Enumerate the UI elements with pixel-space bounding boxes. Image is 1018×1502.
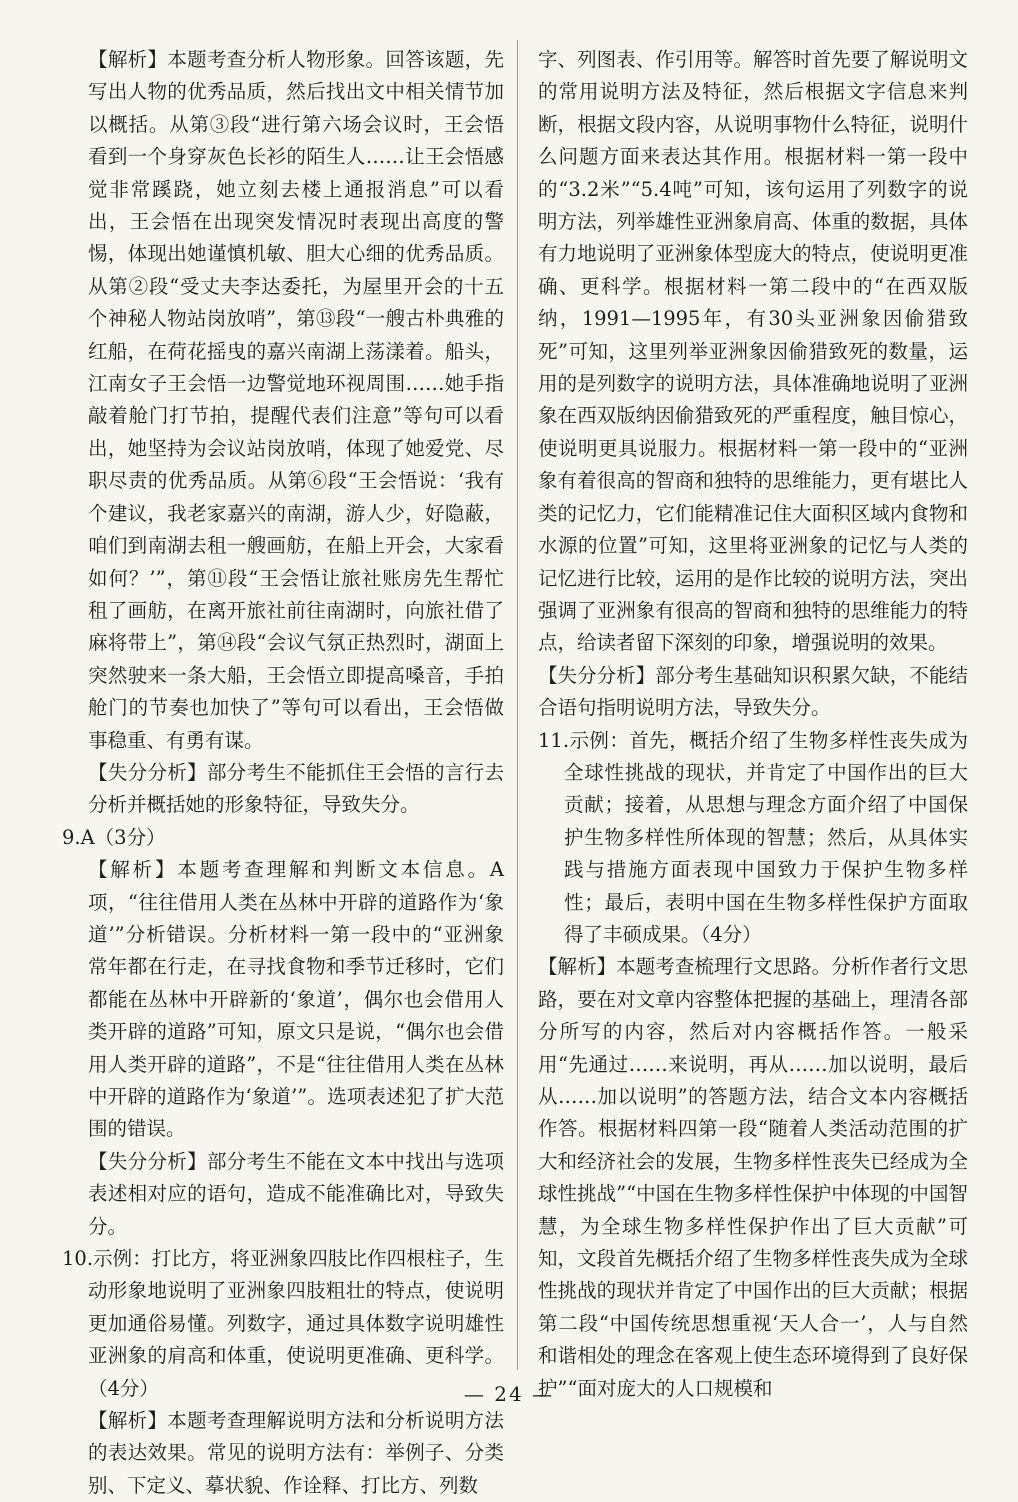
page-number: — 24 — [463, 1382, 555, 1406]
loss-analysis-q9: 【失分分析】部分考生不能在文本中找出与选项表述相对应的语句，造成不能准确比对，导致失分。 [88, 1149, 504, 1238]
loss-analysis-q8: 【失分分析】部分考生不能抓住王会悟的言行去分析并概括她的形象特征，导致失分。 [88, 760, 504, 817]
answer-q11: 11.示例：首先，概括介绍了生物多样性丧失成为全球性挑战的现状，并肯定了中国作出的巨大贡献；接着，从思想与理念方面介绍了中国保护生物多样性所体现的智慧；然后，从具体实践与措施方面表现中国致力于保护生物多样性；最后，表明中国在生物多样性保护方面取得了丰硕成果。（4分） [538, 728, 968, 946]
analysis-paragraph-q11: 【解析】本题考查梳理行文思路。分析作者行文思路，要在对文章内容整体把握的基础上，理清各部分所写的内容，然后对内容概括作答。一般采用“先通过……来说明，再从……加以说明，最后从……加以说明”的答题方法，结合文本内容概括作答。根据材料四第一段“随着人类活动范围的扩大和经济社会的发展，生物多样性丧失已经成为全球性挑战”“中国在生物多样性保护中体现的中国智慧，为全球生物多样性保护作出了巨大贡献”可知，文段首先概括介绍了生物多样性丧失成为全球性挑战的现状并肯定了中国作出的巨大贡献；根据第二段“中国传统思想重视‘天人合一’，人与自然和谐相处的理念在客观上使生态环境得到了良好保护”“面对庞大的人口规模和 [538, 955, 968, 1400]
analysis-paragraph-q10: 【解析】本题考查理解说明方法和分析说明方法的表达效果。常见的说明方法有：举例子、分类别、下定义、摹状貌、作诠释、打比方、列数 [88, 1409, 504, 1497]
analysis-continuation-q10: 字、列图表、作引用等。解答时首先要了解说明文的常用说明方法及特征，然后根据文字信息来判断，根据文段内容，从说明事物什么特征，说明什么问题方面来表达其作用。根据材料一第一段中的“3.2米”“5.4吨”可知，该句运用了列数字的说明方法，列举雄性亚洲象肩高、体重的数据，具体有力地说明了亚洲象体型庞大的特点，使说明更准确、更科学。根据材料一第二段中的“在西双版纳，1991—1995年，有30头亚洲象因偷猎致死”可知，这里列举亚洲象因偷猎致死的数量，运用的是列数字的说明方法，具体准确地说明了亚洲象在西双版纳因偷猎致死的严重程度，触目惊心，使说明更具说服力。根据材料一第一段中的“亚洲象有着很高的智商和独特的思维能力，更有堪比人类的记忆力，它们能精准记住大面积区域内食物和水源的位置”可知，这里将亚洲象的记忆与人类的记忆进行比较，运用的是作比较的说明方法，突出强调了亚洲象有很高的智商和独特的思维能力的特点，给读者留下深刻的印象，增强说明的效果。 [538, 48, 968, 655]
analysis-paragraph-q9: 【解析】本题考查理解和判断文本信息。A项，“往往借用人类在丛林中开辟的道路作为‘象道’”分析错误。分析材料一第一段中的“亚洲象常年都在行走，在寻找食物和季节迁移时，它们都能在丛林中开辟新的‘象道’，偶尔也会借用人类开辟的道路”可知，原文只是说，“偶尔也会借用人类开辟的道路”，不是“往往借用人类在丛林中开辟的道路作为‘象道’”。选项表述犯了扩大范围的错误。 [88, 858, 504, 1141]
analysis-paragraph-q8: 【解析】本题考查分析人物形象。回答该题，先写出人物的优秀品质，然后找出文中相关情节加以概括。从第③段“进行第六场会议时，王会悟看到一个身穿灰色长衫的陌生人……让王会悟感觉非常蹊跷，她立刻去楼上通报消息”可以看出，王会悟在出现突发情况时表现出高度的警惕，体现出她谨慎机敏、胆大心细的优秀品质。从第②段“受丈夫李达委托，为屋里开会的十五个神秘人物站岗放哨”，第⑬段“一艘古朴典雅的红船，在荷花摇曳的嘉兴南湖上荡漾着。船头，江南女子王会悟一边警觉地环视周围……她手指敲着舱门打节拍，提醒代表们注意”等句可以看出，她坚持为会议站岗放哨，体现了她爱党、尽职尽责的优秀品质。从第⑥段“王会悟说：‘我有个建议，我老家嘉兴的南湖，游人少，好隐蔽，咱们到南湖去租一艘画舫，在船上开会，大家看如何？’”，第⑪段“王会悟让旅社账房先生帮忙租了画舫，在离开旅社前往南湖时，向旅社借了麻将带上”，第⑭段“会议气氛正热烈时，湖面上突然驶来一条大船，王会悟立即提高嗓音，手拍舱门的节奏也加快了”等句可以看出，王会悟做事稳重、有勇有谋。 [88, 48, 504, 752]
answer-q9: 9.A（3分） [62, 825, 166, 849]
right-column [538, 44, 968, 1405]
left-column [62, 44, 504, 1502]
loss-analysis-q10: 【失分分析】部分考生基础知识积累欠缺，不能结合语句指明说明方法，导致失分。 [538, 663, 968, 720]
column-divider [517, 40, 518, 1370]
answer-q10: 10.示例：打比方，将亚洲象四肢比作四根柱子，生动形象地说明了亚洲象四肢粗壮的特点，使说明更加通俗易懂。列数字，通过具体数字说明雄性亚洲象的肩高和体重，使说明更准确、更科学。（4分） [62, 1247, 504, 1400]
